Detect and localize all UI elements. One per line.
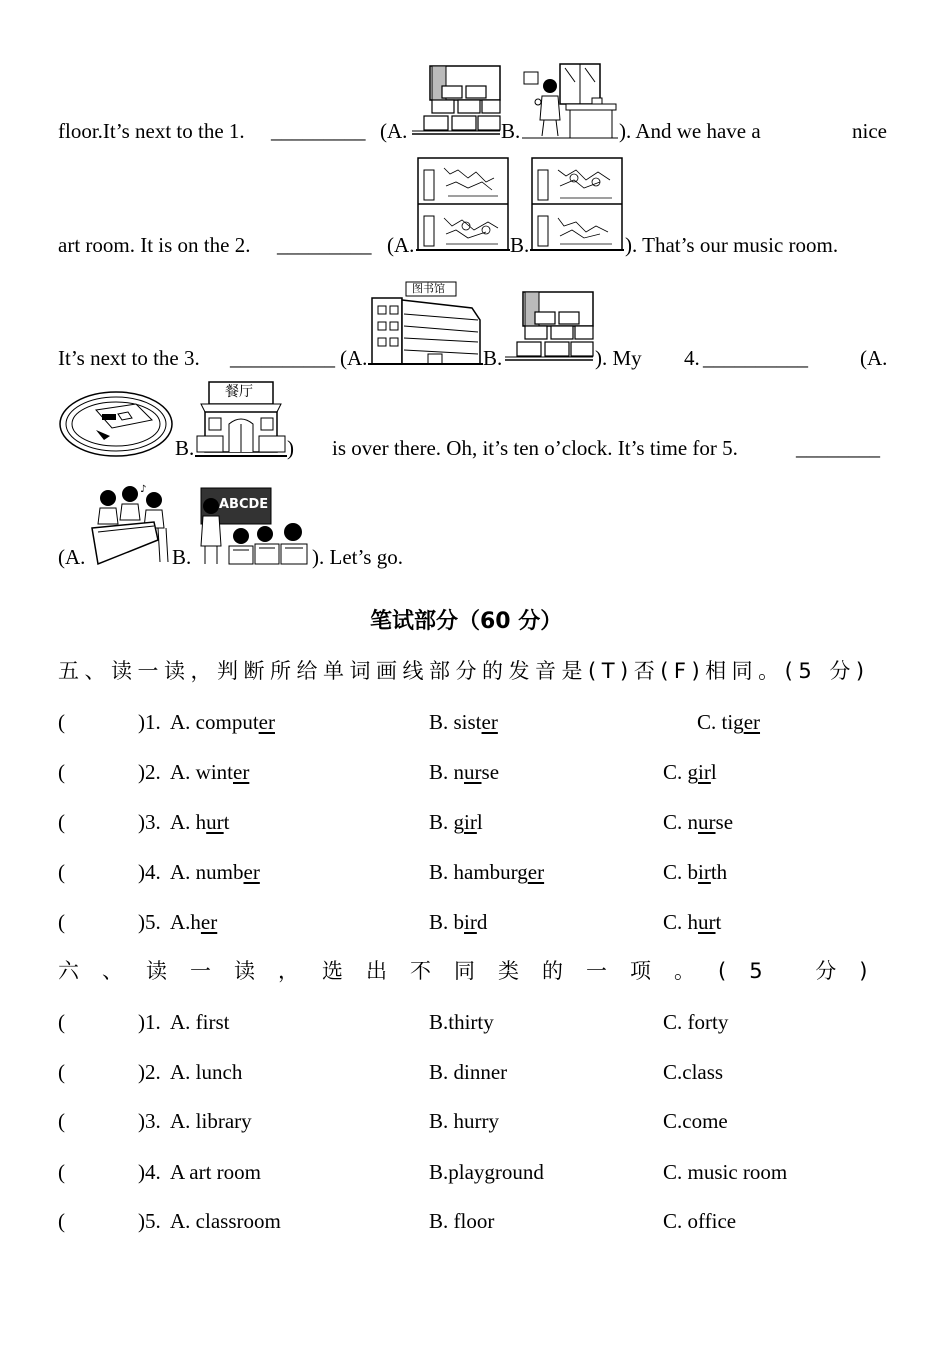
option-a-underlined: er [243, 860, 260, 884]
option-a [170, 762, 249, 783]
teachers-office-icon [520, 62, 620, 142]
option-b-underlined: er [481, 710, 498, 734]
option-a-underlined: er [258, 710, 275, 734]
option-b: B. dinner [429, 1060, 508, 1084]
option-a-label: (A. [340, 346, 368, 370]
option-c [663, 912, 721, 933]
question-number: )5. [138, 910, 161, 934]
music-class-icon [88, 484, 174, 566]
option-a-prefix: A. numb [170, 860, 244, 884]
passage-line4-text-a: ) [287, 436, 294, 460]
option-a-prefix: A.h [170, 910, 201, 934]
question-number: )5. [138, 1209, 161, 1233]
option-c [663, 812, 733, 833]
answer-paren[interactable]: ( [58, 810, 65, 834]
passage-line3-text-b: ). My [595, 346, 642, 370]
option-b-prefix: B. b [429, 910, 465, 934]
option-a: A. library [170, 1109, 252, 1133]
option-a: A. classroom [170, 1209, 281, 1233]
option-c: C. music room [663, 1160, 788, 1184]
library-sign-text: 图书馆 [412, 282, 445, 295]
answer-paren[interactable]: ( [58, 760, 65, 784]
option-a: A. first [170, 1010, 230, 1034]
option-c-prefix: C. h [663, 910, 699, 934]
passage-line4-text-b: is over there. Oh, it’s ten o’clock. It’s time for 5. [332, 436, 738, 460]
option-b [429, 912, 487, 933]
passage-line3-text-a: It’s next to the 3. [58, 346, 200, 370]
option-c-prefix: C. b [663, 860, 699, 884]
answer-paren[interactable]: ( [58, 1160, 65, 1184]
answer-paren[interactable]: ( [58, 910, 65, 934]
option-a-label: (A. [58, 545, 86, 569]
option-a [170, 912, 217, 933]
option-a [170, 812, 230, 833]
option-b: B.playground [429, 1160, 544, 1184]
section5-title: 五、读一读，判断所给单词画线部分的发音是(T)否(F)相同。(5 分) [58, 659, 870, 683]
passage-line5-text-b: ). Let’s go. [312, 545, 403, 569]
blackboard-text: ABCDE [219, 497, 269, 512]
option-a-prefix: A. h [170, 810, 207, 834]
option-a [170, 712, 275, 733]
playground-icon [56, 384, 174, 460]
option-b-underlined: er [527, 860, 545, 884]
question-number: )2. [138, 1060, 161, 1084]
option-b-label: B. [510, 233, 530, 257]
passage-line2-text-a: art room. It is on the 2. [58, 233, 251, 257]
option-b-prefix: B. hamburg [429, 860, 528, 884]
option-b [429, 862, 544, 883]
option-a-underlined: er [200, 910, 218, 934]
option-b-suffix: se [481, 760, 500, 784]
passage-line1-text-a: floor.It’s next to the 1. [58, 119, 245, 143]
option-c: C. forty [663, 1010, 729, 1034]
canteen-building-icon [195, 380, 287, 460]
option-b-label: B. [501, 119, 521, 143]
option-c-underlined: ir [698, 760, 711, 784]
option-c [697, 712, 760, 733]
option-b [429, 812, 483, 833]
option-a-underlined: er [233, 760, 250, 784]
passage-line1-text-b: ). And we have a [619, 119, 761, 143]
option-c-prefix: C. n [663, 810, 699, 834]
answer-paren[interactable]: ( [58, 860, 65, 884]
option-b-label: B. [172, 545, 192, 569]
option-b: B. floor [429, 1209, 495, 1233]
option-c-underlined: ur [698, 910, 716, 934]
answer-paren[interactable]: ( [58, 1109, 65, 1133]
option-b: B.thirty [429, 1010, 494, 1034]
first-floor-building-icon [416, 156, 510, 252]
option-a-label: (A. [387, 233, 415, 257]
option-a-label: (A. [380, 119, 408, 143]
option-b-underlined: ir [464, 910, 477, 934]
option-a-suffix: t [223, 810, 230, 834]
passage-line1-text-c: nice [852, 119, 887, 143]
answer-paren[interactable]: ( [58, 1060, 65, 1084]
option-c-prefix: C. g [663, 760, 699, 784]
option-b [429, 712, 498, 733]
option-c: C.class [663, 1060, 724, 1084]
question-number: )3. [138, 810, 161, 834]
option-b-label: B. [175, 436, 195, 460]
question-number: )4. [138, 1160, 161, 1184]
question-number: )1. [138, 710, 161, 734]
computer-room-icon [410, 64, 502, 138]
option-c-underlined: ur [698, 810, 716, 834]
option-c-suffix: th [710, 860, 728, 884]
question-number: )2. [138, 760, 161, 784]
option-b-prefix: B. g [429, 810, 465, 834]
option-c-prefix: C. tig [697, 710, 744, 734]
option-a: A art room [170, 1160, 261, 1184]
option-b-suffix: d [476, 910, 488, 934]
english-class-icon [193, 484, 313, 568]
question-number: )4. [138, 860, 161, 884]
option-c-suffix: se [715, 810, 734, 834]
option-b-label: B. [483, 346, 503, 370]
canteen-sign-text: 餐厅 [225, 384, 253, 400]
option-b: B. hurry [429, 1109, 499, 1133]
answer-paren[interactable]: ( [58, 710, 65, 734]
option-c [663, 762, 717, 783]
option-c-underlined: er [743, 710, 761, 734]
second-floor-building-icon [530, 156, 624, 252]
option-a-prefix: A. wint [170, 760, 233, 784]
option-a: A. lunch [170, 1060, 243, 1084]
option-a-label: (A. [860, 346, 888, 370]
section-title: 笔试部分（60 分） [370, 609, 563, 634]
option-a-prefix: A. comput [170, 710, 259, 734]
option-b [429, 762, 499, 783]
option-c-suffix: t [715, 910, 722, 934]
option-c [663, 862, 727, 883]
option-c-suffix: l [710, 760, 717, 784]
option-b-underlined: ir [464, 810, 477, 834]
section6-title: 六、读一读，选出不同类的一项。(5 分) [58, 959, 891, 983]
passage-line3-text-c: 4. [684, 346, 700, 370]
option-a-underlined: ur [206, 810, 224, 834]
blank-4[interactable]: __________ [703, 346, 808, 370]
option-c: C. office [663, 1209, 737, 1233]
blank-2[interactable]: _________ [277, 233, 372, 257]
option-b-prefix: B. sist [429, 710, 482, 734]
library-building-icon [368, 280, 483, 366]
option-b-prefix: B. n [429, 760, 465, 784]
answer-paren[interactable]: ( [58, 1209, 65, 1233]
svg-text:♪: ♪ [140, 484, 147, 495]
option-b-underlined: ur [464, 760, 482, 784]
blank-3[interactable]: __________ [230, 346, 335, 370]
computer-room-icon [503, 290, 595, 364]
option-b-suffix: l [476, 810, 483, 834]
question-number: )3. [138, 1109, 161, 1133]
answer-paren[interactable]: ( [58, 1010, 65, 1034]
passage-line2-text-b: ). That’s our music room. [625, 233, 839, 257]
blank-1[interactable]: _________ [271, 119, 366, 143]
option-c-underlined: ir [698, 860, 711, 884]
option-c: C.come [663, 1109, 728, 1133]
question-number: )1. [138, 1010, 161, 1034]
option-a [170, 862, 260, 883]
blank-5[interactable]: ________ [796, 436, 880, 460]
